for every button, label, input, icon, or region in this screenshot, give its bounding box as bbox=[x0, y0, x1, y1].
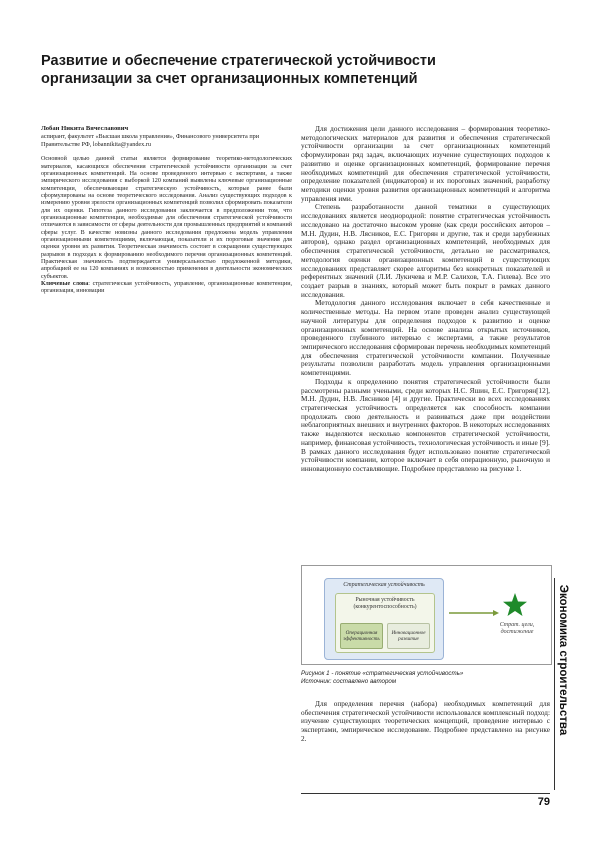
figure-1 bbox=[301, 565, 552, 665]
right-column bbox=[301, 125, 550, 474]
page-number: 79 bbox=[537, 796, 550, 808]
figure-caption bbox=[301, 670, 550, 686]
body-paragraph: Для достижения цели данного исследования – формирования теоретико-методологических материалов для развития и обеспечения стратегической устойчивости организации за счет организационных компетенций сформулирован ряд задач, включающих изучение существующих подходов к развитию и оценке организационных компетенций, формирование перечня необходимых компетенций для обеспечения стратегической устойчивости, определение показателей (индикаторов) и их пороговых значений, разработку методики оценки уровня развития организационных компетенций и алгоритма управления ими. bbox=[301, 125, 550, 203]
author-name: Лобан Никита Вячеславович bbox=[41, 125, 129, 132]
figure-target-label: Страт. цели, достижение bbox=[499, 622, 535, 635]
body-paragraph: Степень разработанности данной тематики в существующих исследованиях является неоднородной: понятие стратегическая устойчивость исследовано на достаточно высоком уровне (как среди российских авторов – М.Н. Дудин, Н.В. Лясников, Е.С. Григорян и другие, так и среди зарубежных авторов), однако раздел организационных компетенций, необходимых для обеспечения стратегической устойчивости, детально не рассматривался, методология оценки организационных компетенций в существующих исследованиях представляет скорее алгоритмы без конкретных показателей и референтных значений (Л.И. Лукичева и М.Р. Салихов, Т.А. Гилева). Все это создает разрыв в знаниях, который может быть покрыт в рамках данного исследования. bbox=[301, 203, 550, 299]
right-column-continued bbox=[301, 700, 550, 744]
figure-inner-label: Рыночная устойчивость (конкурентоспособность) bbox=[353, 597, 417, 610]
keywords-text: : стратегическая устойчивость, управление, организационные компетенции, организация, инновации bbox=[41, 281, 292, 295]
keywords-label: Ключевые слова bbox=[41, 281, 89, 288]
author-affiliation: аспирант, факультет «Высшая школа управления», Финансового университета при Правительстве РФ, lobannikita@yandex.ru bbox=[41, 133, 260, 148]
body-paragraph: Для определения перечня (набора) необходимых компетенций для обеспечения стратегической устойчивости использовался комплексный подход: изучение существующих теоретических концепций, проведение интервью с экспертами, эмпирическое исследование. Подробнее представлено на рисунке 2. bbox=[301, 700, 550, 743]
figure-inner-box bbox=[335, 593, 435, 653]
body-paragraph: Методология данного исследования включает в себя качественные и количественные методы. На первом этапе проведен анализ существующей научной литературы для определения подходов к развитию и оценке организационных компетенций. На основе анализа открытых источников, проведенного глубинного интервью с экспертами, а также результатов эмпирического исследования сформирован перечень необходимых компетенций для обеспечения стратегической устойчивости компании. Полученные результаты позволили разработать модель управления организационными компетенциями. bbox=[301, 299, 550, 378]
body-paragraph: Подходы к определению понятия стратегической устойчивости были рассмотрены разными учеными, среди которых Н.С. Яшин, Е.С. Григорян[12], М.Н. Дудин, Н.В. Лясников [4] и другие. Практически во всех исследованиях стратегическая устойчивость определяется как способность компании продолжать свою деятельность и развиваться даже при воздействии неблагоприятных внешних и внутренних факторов. В некоторых исследованиях также выделяются несколько компонентов стратегической устойчивости, например, финансовая устойчивость, технологическая устойчивость и иные [9]. В рамках данного исследования будет использовано понятие стратегической устойчивости компании, которое включает в себя операционную, рыночную и инновационную составляющие. Подробнее представлено на рисунке 1. bbox=[301, 377, 550, 474]
abstract: Основной целью данной статьи является формирование теоретико-методологических материалов, касающихся обеспечения стратегической устойчивости организации за счет организационных компетенций. На основе проведенного интервью с экспертами, а также эмпирического исследования с выборкой 120 компаний выявлены ключевые организационные компетенции, обеспечивающие стратегическую устойчивость, которые ранее были сформулированы на основе теоретического исследования. Анализ существующих подходов к измерению уровня зрелости организационных компетенций позволил сформировать показатели для их оценки. Гипотеза данного исследования заключается в предположении том, что организационные компетенции, необходимые для обеспечения стратегической устойчивости отличаются в зависимости от сферы деятельности для промышленных предприятий и компаний сферы услуг. В качестве новизны данного исследования предложена модель управления организационными компетенциями, включающая, показатели и их пороговые значения для оценки уровня их развития. Теоретическая значимость состоит в сокращении существующих разрывов в подходах к формированию необходимого перечня организационных компетенций. Практическая значимость подтверждается универсальностью предложенной методики, апробацией ее на 120 компаниях и возможностью применения в деятельности экономических субъектов. bbox=[41, 156, 292, 280]
keywords bbox=[41, 281, 292, 296]
caption-title: Рисунок 1 - понятие «стратегическая устойчивость» bbox=[301, 670, 464, 677]
left-column bbox=[41, 125, 292, 296]
figure-outer-box bbox=[324, 578, 444, 660]
section-label: Экономика строительства bbox=[557, 584, 569, 736]
figure-box-innovation: Инновационное развитие bbox=[387, 623, 430, 649]
figure-outer-label: Стратегическая устойчивость bbox=[343, 582, 425, 588]
figure-box-operational: Операционная эффективность bbox=[340, 623, 383, 649]
star-icon bbox=[502, 592, 528, 618]
article-title: Развитие и обеспечение стратегической устойчивости организации за счет организационных компетенций bbox=[41, 53, 436, 87]
arrow-icon bbox=[449, 610, 499, 616]
footer-rule bbox=[301, 793, 550, 794]
caption-source: Источник: составлено автором bbox=[301, 678, 397, 685]
